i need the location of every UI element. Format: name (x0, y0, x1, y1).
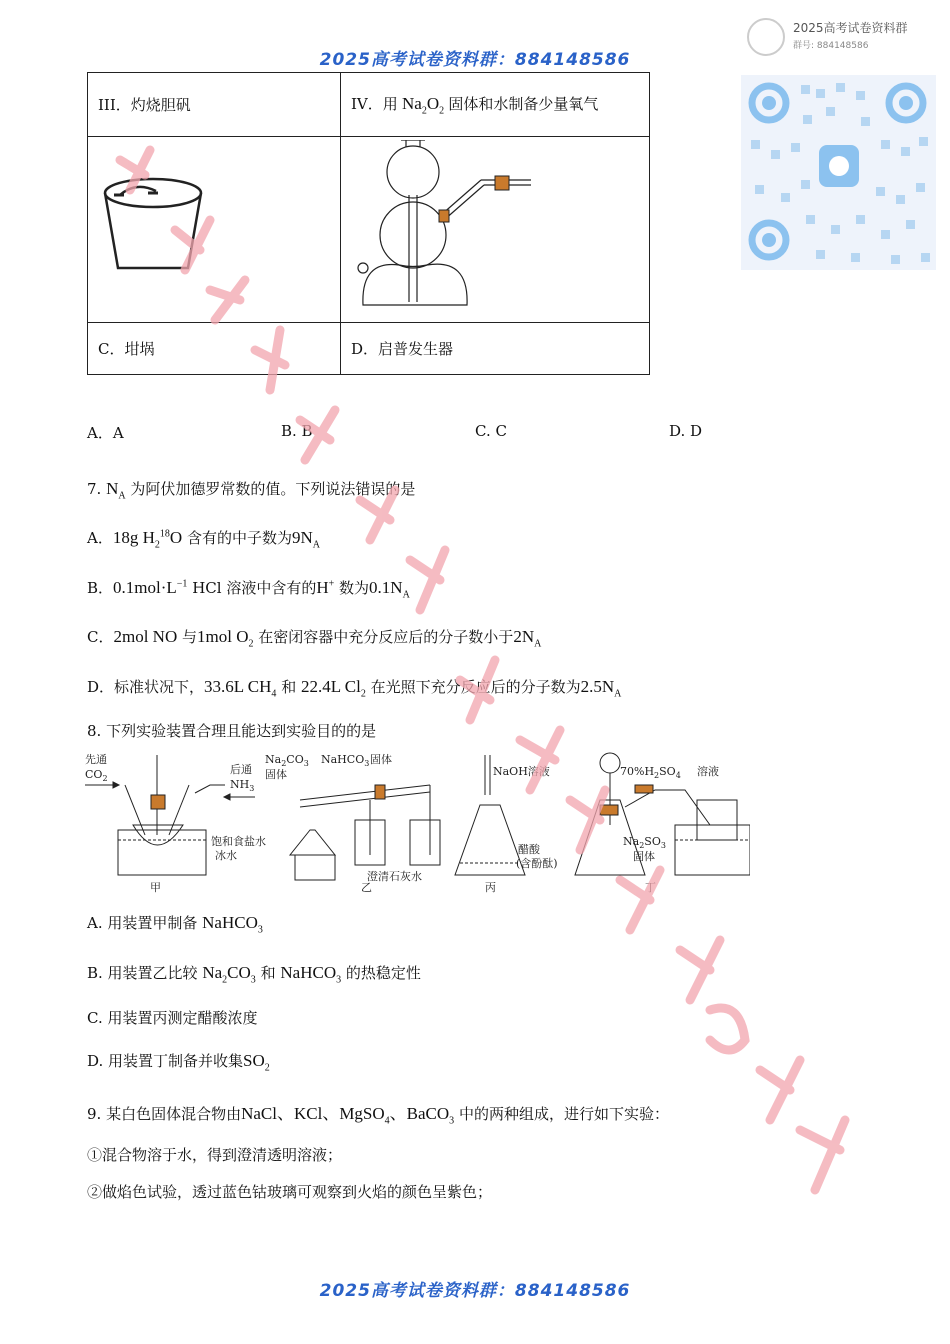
footer-banner: 2025高考试卷资料群：884148586 (319, 1281, 631, 1301)
choice-d[interactable]: D. D (669, 422, 703, 440)
q9-stem: 9. 某白色固体混合物由NaCl、KCl、MgSO$_4$、BaCO$_3$ 中的两种组成，进行如下实验： (87, 1104, 669, 1127)
svg-text:CO2: $CO_2$ (85, 768, 108, 783)
kipp-generator-figure-cell (341, 137, 650, 323)
svg-text:甲: 甲 (150, 881, 161, 894)
logo-icon (747, 18, 785, 56)
choice-a[interactable]: A．A (87, 424, 124, 442)
choice-b[interactable]: B. B (281, 422, 313, 440)
svg-text:乙: 乙 (361, 881, 372, 894)
q7-option-c[interactable]: C．2mol NO 与1mol $O_2$ 在密闭容器中充分反应后的分子数小于$2N_A$ (87, 627, 542, 650)
svg-text:NaOH溶液: NaOH溶液 (493, 765, 550, 778)
svg-text:丁: 丁 (645, 881, 656, 894)
svg-text:醋酸: 醋酸 (518, 843, 540, 856)
table-cell: C．坩埚 (88, 323, 341, 375)
svg-text:固体: 固体 (370, 753, 392, 766)
svg-text:丙: 丙 (485, 881, 496, 894)
svg-text:固体: 固体 (633, 850, 655, 863)
svg-text:Na2SO3: $Na_2SO_3$ (623, 835, 666, 850)
q9-step-2: ②做焰色试验，透过蓝色钴玻璃可观察到火焰的颜色呈紫色； (87, 1183, 493, 1201)
table-cell: D．启普发生器 (341, 323, 650, 375)
apparatus-table (87, 72, 650, 375)
choice-c[interactable]: C. C (475, 422, 507, 440)
qr-badge-group-no: 群号: 884148586 (793, 41, 869, 51)
qr-badge-title: 2025高考试卷资料群 (793, 21, 908, 35)
svg-text:Na2CO3: $Na_2CO_3$ (265, 753, 309, 768)
svg-text:饱和食盐水: 饱和食盐水 (211, 835, 266, 848)
table-cell: IV．用 $Na_2O_2$ 固体和水制备少量氧气 (341, 73, 650, 137)
q8-apparatus-figure (85, 745, 750, 895)
crucible-figure (98, 173, 208, 283)
q8-option-d[interactable]: D. 用装置丁制备并收集$SO_2$ (87, 1051, 270, 1074)
q7-option-b[interactable]: B．$0.1mol\cdot L^{-1}$ HCl 溶液中含有的H+ 数为$0.1N_A$ (87, 578, 410, 601)
qr-badge (741, 8, 941, 63)
svg-text:NaHCO3: NaHCO$_3$ (321, 753, 370, 768)
q9-step-1: ①混合物溶于水，得到澄清透明溶液； (87, 1146, 343, 1164)
svg-text:溶液: 溶液 (697, 765, 719, 778)
q7-option-a[interactable]: A．18g $H_2^{18}O$ 含有的中子数为$9N_A$ (87, 528, 320, 551)
q8-option-c[interactable]: C. 用装置丙测定醋酸浓度 (87, 1009, 258, 1027)
q8-option-a[interactable]: A. 用装置甲制备 NaHCO$_3$ (87, 913, 263, 936)
svg-text:(含酚酞): (含酚酞) (516, 857, 558, 870)
crucible-figure-cell (88, 137, 341, 323)
svg-text:固体: 固体 (265, 768, 287, 781)
q7-option-d[interactable]: D．标准状况下，33.6L $CH_4$ 和 22.4L $Cl_2$ 在光照下充分反应后的分子数为$2.5N_A$ (87, 677, 622, 700)
svg-text:NH3: $NH_3$ (230, 778, 255, 793)
q8-stem: 8. 下列实验装置合理且能达到实验目的的是 (87, 722, 377, 740)
svg-text:澄清石灰水: 澄清石灰水 (367, 870, 422, 883)
qr-code-image (741, 75, 936, 270)
kipp-generator-figure (351, 140, 541, 315)
svg-text:先通: 先通 (85, 753, 107, 766)
q8-option-b[interactable]: B. 用装置乙比较 $Na_2CO_3$ 和 NaHCO$_3$ 的热稳定性 (87, 963, 421, 986)
svg-text:后通: 后通 (230, 763, 252, 776)
svg-text:70%H2SO4: $70\%H_2SO_4$ (620, 765, 681, 780)
svg-text:冰水: 冰水 (215, 849, 237, 862)
header-banner: 2025高考试卷资料群：884148586 (319, 50, 631, 70)
q7-stem: 7. $N_A$ 为阿伏加德罗常数的值。下列说法错误的是 (87, 479, 416, 502)
table-cell: III．灼烧胆矾 (88, 73, 341, 137)
